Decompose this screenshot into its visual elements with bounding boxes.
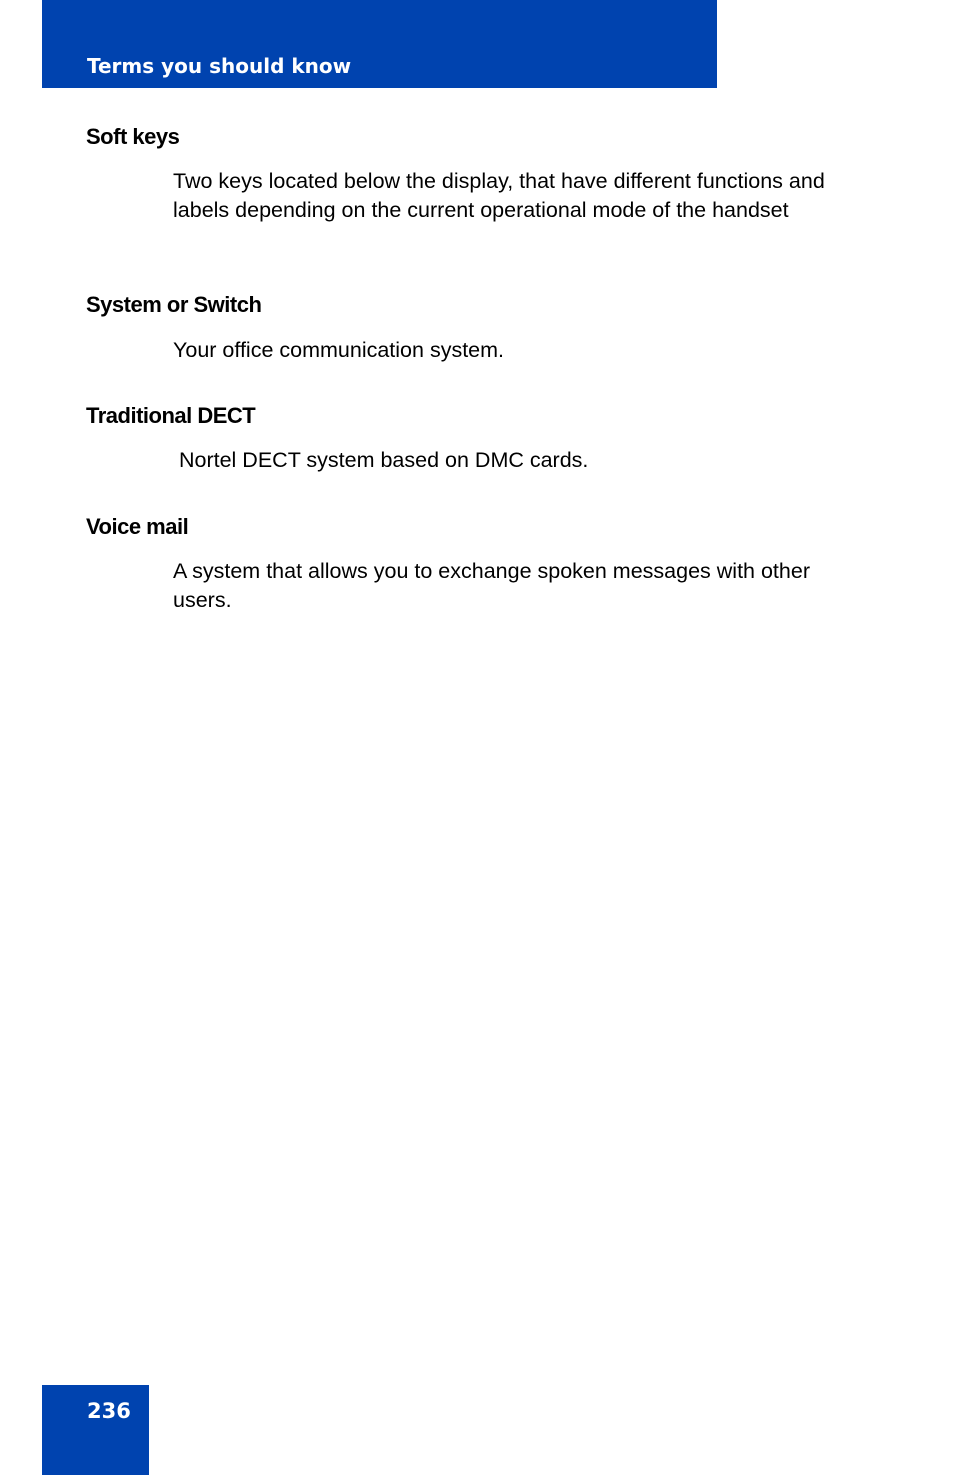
header-bar: [42, 0, 717, 88]
page-number-box: [42, 1385, 149, 1475]
term-heading-system-or-switch: System or Switch: [86, 292, 262, 317]
term-definition-system-or-switch: Your office communication system.: [173, 338, 505, 362]
page-number: 236: [87, 1399, 131, 1423]
term-heading-voice-mail: Voice mail: [86, 514, 189, 539]
term-definition-traditional-dect: Nortel DECT system based on DMC cards.: [173, 448, 589, 472]
section-title: Terms you should know: [87, 54, 352, 78]
term-heading-traditional-dect: Traditional DECT: [86, 403, 256, 428]
term-heading-soft-keys: Soft keys: [86, 124, 180, 149]
term-definition-voice-mail: A system that allows you to exchange spoken messages with other users.: [173, 559, 810, 612]
term-definition-soft-keys: Two keys located below the display, that have different functions and labels depending on the current operational mode of the handset: [173, 169, 825, 222]
